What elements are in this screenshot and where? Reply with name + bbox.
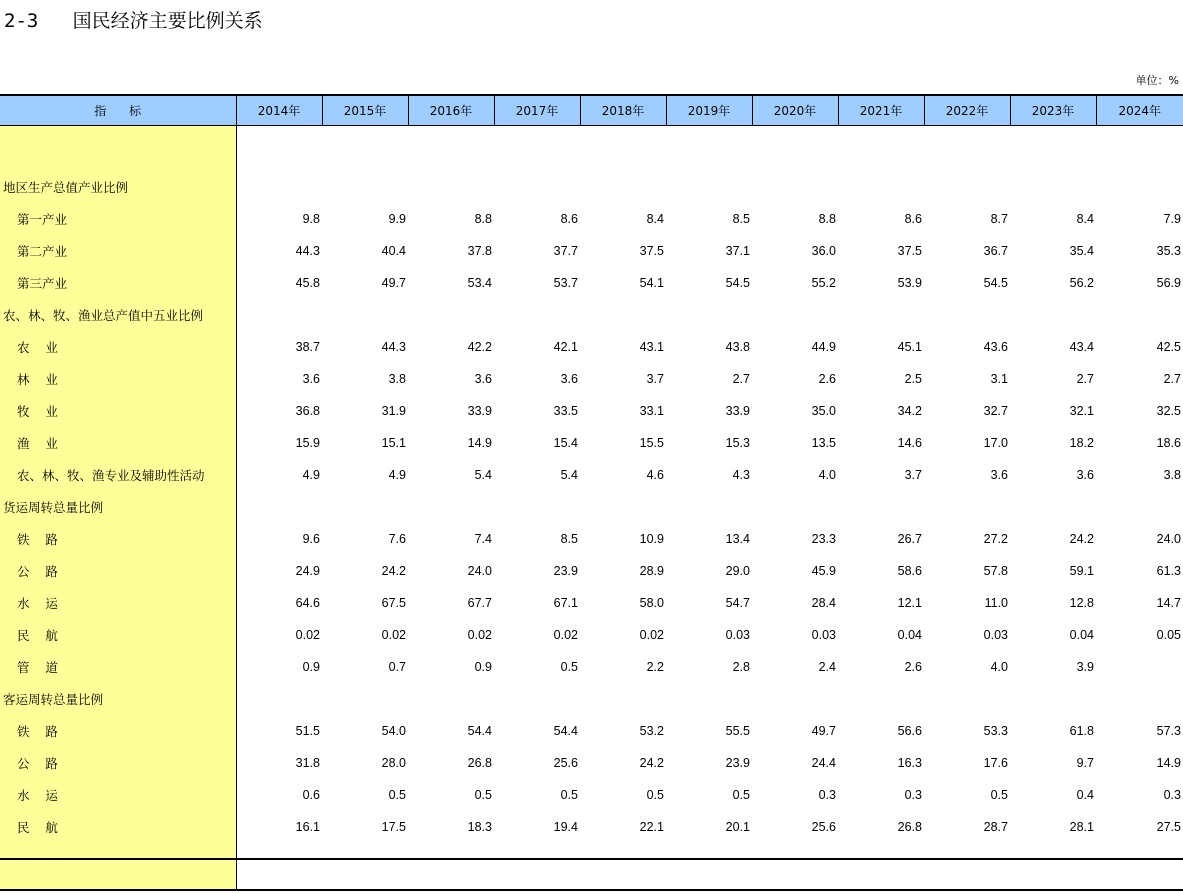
value-cell: 0.3 (904, 788, 922, 802)
value-cell: 4.3 (732, 468, 750, 482)
value-cell: 35.0 (811, 404, 836, 418)
table-row (0, 811, 1183, 843)
value-cell: 9.8 (302, 212, 320, 226)
value-cell: 24.9 (295, 564, 320, 578)
value-cell: 42.5 (1156, 340, 1181, 354)
value-cell: 45.8 (295, 276, 320, 290)
value-cell: 5.4 (560, 468, 578, 482)
value-cell: 28.4 (811, 596, 836, 610)
value-cell: 2.6 (818, 372, 836, 386)
value-cell: 0.05 (1156, 628, 1181, 642)
value-cell: 4.9 (302, 468, 320, 482)
value-cell: 0.5 (646, 788, 664, 802)
value-cell: 20.1 (725, 820, 750, 834)
table-row (0, 555, 1183, 587)
value-cell: 57.8 (983, 564, 1008, 578)
value-cell: 3.6 (302, 372, 320, 386)
year-header: 2017年 (494, 95, 580, 126)
value-cell: 34.2 (897, 404, 922, 418)
value-cell: 56.9 (1156, 276, 1181, 290)
value-cell: 40.4 (381, 244, 406, 258)
table-row (0, 267, 1183, 299)
value-cell: 31.8 (295, 756, 320, 770)
value-cell: 8.6 (904, 212, 922, 226)
value-cell: 12.1 (897, 596, 922, 610)
table-row (0, 683, 1183, 715)
value-cell (1096, 299, 1183, 331)
value-cell: 43.4 (1069, 340, 1094, 354)
value-cell: 42.2 (467, 340, 492, 354)
value-cell (408, 171, 494, 203)
table-row (0, 587, 1183, 619)
value-cell: 13.4 (725, 532, 750, 546)
value-cell: 49.7 (811, 724, 836, 738)
value-cell: 4.0 (818, 468, 836, 482)
value-cell: 4.9 (388, 468, 406, 482)
page-title: 2-3 国民经济主要比例关系 (4, 10, 263, 32)
value-cell: 2.2 (646, 660, 664, 674)
value-cell: 44.3 (295, 244, 320, 258)
value-cell: 0.3 (1163, 788, 1181, 802)
value-cell: 0.04 (1069, 628, 1094, 642)
value-cell: 0.5 (388, 788, 406, 802)
value-cell: 2.7 (732, 372, 750, 386)
value-cell: 14.9 (1156, 756, 1181, 770)
value-cell: 17.5 (381, 820, 406, 834)
value-cell: 5.4 (474, 468, 492, 482)
value-cell: 32.5 (1156, 404, 1181, 418)
section-label: 货运周转总量比例 (0, 491, 236, 523)
value-cell (322, 491, 408, 523)
value-cell (838, 683, 924, 715)
value-cell: 8.8 (818, 212, 836, 226)
value-cell: 55.5 (725, 724, 750, 738)
spacer-row (0, 126, 1183, 172)
value-cell: 51.5 (295, 724, 320, 738)
value-cell: 3.7 (646, 372, 664, 386)
value-cell: 15.5 (639, 436, 664, 450)
value-cell: 18.6 (1156, 436, 1181, 450)
value-cell: 37.1 (725, 244, 750, 258)
value-cell: 4.0 (990, 660, 1008, 674)
spacer-row (0, 843, 1183, 890)
value-cell: 9.6 (302, 532, 320, 546)
value-cell: 2.7 (1163, 372, 1181, 386)
section-label: 农、林、牧、渔业总产值中五业比例 (0, 299, 236, 331)
value-cell: 12.8 (1069, 596, 1094, 610)
value-cell: 43.1 (639, 340, 664, 354)
value-cell: 3.1 (990, 372, 1008, 386)
year-header: 2021年 (838, 95, 924, 126)
value-cell: 32.1 (1069, 404, 1094, 418)
value-cell: 17.6 (983, 756, 1008, 770)
value-cell (494, 683, 580, 715)
value-cell: 0.5 (560, 788, 578, 802)
value-cell: 28.9 (639, 564, 664, 578)
value-cell: 54.7 (725, 596, 750, 610)
row-label: 水 运 (0, 587, 236, 619)
row-label: 第三产业 (0, 267, 236, 299)
value-cell (666, 299, 752, 331)
value-cell (1096, 171, 1183, 203)
table-row (0, 651, 1183, 683)
value-cell: 17.0 (983, 436, 1008, 450)
value-cell (408, 683, 494, 715)
table-row (0, 171, 1183, 203)
value-cell: 43.8 (725, 340, 750, 354)
value-cell: 33.1 (639, 404, 664, 418)
value-cell: 54.5 (725, 276, 750, 290)
value-cell: 26.7 (897, 532, 922, 546)
row-label: 第一产业 (0, 203, 236, 235)
indicator-header: 指 标 (0, 95, 236, 126)
year-header: 2024年 (1096, 95, 1183, 126)
table-row (0, 299, 1183, 331)
value-cell: 54.4 (467, 724, 492, 738)
value-cell: 14.6 (897, 436, 922, 450)
value-cell: 23.9 (725, 756, 750, 770)
value-cell: 9.9 (388, 212, 406, 226)
value-cell: 53.2 (639, 724, 664, 738)
value-cell: 28.7 (983, 820, 1008, 834)
value-cell: 3.7 (904, 468, 922, 482)
value-cell: 8.5 (732, 212, 750, 226)
value-cell (236, 299, 322, 331)
value-cell (752, 171, 838, 203)
value-cell: 3.6 (990, 468, 1008, 482)
value-cell: 15.9 (295, 436, 320, 450)
value-cell: 36.0 (811, 244, 836, 258)
value-cell: 36.7 (983, 244, 1008, 258)
value-cell (1096, 491, 1183, 523)
value-cell (580, 299, 666, 331)
table-row (0, 395, 1183, 427)
value-cell: 0.5 (732, 788, 750, 802)
value-cell: 54.4 (553, 724, 578, 738)
year-header: 2023年 (1010, 95, 1096, 126)
value-cell: 31.9 (381, 404, 406, 418)
value-cell: 0.02 (553, 628, 578, 642)
value-cell: 4.6 (646, 468, 664, 482)
value-cell: 0.04 (897, 628, 922, 642)
value-cell: 2.4 (818, 660, 836, 674)
value-cell: 8.5 (560, 532, 578, 546)
row-label: 公 路 (0, 747, 236, 779)
value-cell: 14.9 (467, 436, 492, 450)
value-cell: 53.3 (983, 724, 1008, 738)
value-cell: 53.7 (553, 276, 578, 290)
value-cell (1010, 683, 1096, 715)
year-header: 2019年 (666, 95, 752, 126)
value-cell (924, 683, 1010, 715)
value-cell: 7.4 (474, 532, 492, 546)
value-cell: 24.2 (639, 756, 664, 770)
value-cell: 3.8 (388, 372, 406, 386)
value-cell: 29.0 (725, 564, 750, 578)
table-row (0, 427, 1183, 459)
value-cell: 0.5 (560, 660, 578, 674)
value-cell: 42.1 (553, 340, 578, 354)
value-cell: 25.6 (811, 820, 836, 834)
value-cell: 2.8 (732, 660, 750, 674)
value-cell (494, 491, 580, 523)
value-cell: 45.9 (811, 564, 836, 578)
value-cell: 15.1 (381, 436, 406, 450)
value-cell: 8.7 (990, 212, 1008, 226)
value-cell (322, 683, 408, 715)
value-cell: 22.1 (639, 820, 664, 834)
value-cell: 27.2 (983, 532, 1008, 546)
value-cell: 53.9 (897, 276, 922, 290)
value-cell (322, 171, 408, 203)
ratio-table (0, 94, 1183, 891)
value-cell: 0.03 (725, 628, 750, 642)
row-label: 水 运 (0, 779, 236, 811)
value-cell: 28.0 (381, 756, 406, 770)
value-cell: 3.9 (1076, 660, 1094, 674)
value-cell: 56.2 (1069, 276, 1094, 290)
value-cell: 0.5 (474, 788, 492, 802)
value-cell: 3.6 (1076, 468, 1094, 482)
value-cell (752, 683, 838, 715)
value-cell: 7.6 (388, 532, 406, 546)
value-cell (408, 491, 494, 523)
value-cell: 26.8 (897, 820, 922, 834)
value-cell: 38.7 (295, 340, 320, 354)
year-header: 2020年 (752, 95, 838, 126)
value-cell: 0.6 (302, 788, 320, 802)
table-row (0, 491, 1183, 523)
value-cell: 0.9 (302, 660, 320, 674)
value-cell (752, 491, 838, 523)
value-cell: 3.6 (474, 372, 492, 386)
value-cell: 43.6 (983, 340, 1008, 354)
value-cell: 2.6 (904, 660, 922, 674)
value-cell: 49.7 (381, 276, 406, 290)
value-cell: 35.3 (1156, 244, 1181, 258)
value-cell: 18.2 (1069, 436, 1094, 450)
value-cell: 0.02 (639, 628, 664, 642)
value-cell: 54.5 (983, 276, 1008, 290)
section-label: 地区生产总值产业比例 (0, 171, 236, 203)
row-label: 第二产业 (0, 235, 236, 267)
table-row (0, 747, 1183, 779)
value-cell (752, 299, 838, 331)
value-cell: 56.6 (897, 724, 922, 738)
value-cell: 61.8 (1069, 724, 1094, 738)
value-cell: 25.6 (553, 756, 578, 770)
value-cell: 0.02 (381, 628, 406, 642)
value-cell: 33.9 (725, 404, 750, 418)
value-cell: 54.1 (639, 276, 664, 290)
value-cell: 0.03 (983, 628, 1008, 642)
value-cell (666, 491, 752, 523)
unit-label: 单位：% (1135, 74, 1179, 87)
value-cell: 44.9 (811, 340, 836, 354)
value-cell (1010, 299, 1096, 331)
value-cell: 7.9 (1163, 212, 1181, 226)
value-cell (236, 171, 322, 203)
row-label: 管 道 (0, 651, 236, 683)
value-cell (1096, 651, 1183, 683)
value-cell: 37.7 (553, 244, 578, 258)
value-cell: 23.3 (811, 532, 836, 546)
value-cell (1010, 491, 1096, 523)
value-cell (838, 299, 924, 331)
value-cell (236, 491, 322, 523)
value-cell: 3.8 (1163, 468, 1181, 482)
value-cell: 9.7 (1076, 756, 1094, 770)
value-cell: 19.4 (553, 820, 578, 834)
row-label: 民 航 (0, 811, 236, 843)
row-label: 林 业 (0, 363, 236, 395)
value-cell: 32.7 (983, 404, 1008, 418)
value-cell: 26.8 (467, 756, 492, 770)
value-cell (580, 491, 666, 523)
row-label: 牧 业 (0, 395, 236, 427)
value-cell (666, 683, 752, 715)
value-cell (924, 171, 1010, 203)
year-header: 2022年 (924, 95, 1010, 126)
table-row (0, 523, 1183, 555)
value-cell: 16.3 (897, 756, 922, 770)
value-cell: 36.8 (295, 404, 320, 418)
value-cell: 54.0 (381, 724, 406, 738)
value-cell: 18.3 (467, 820, 492, 834)
year-header: 2014年 (236, 95, 322, 126)
table-row (0, 363, 1183, 395)
value-cell (580, 171, 666, 203)
table-row (0, 459, 1183, 491)
value-cell: 58.6 (897, 564, 922, 578)
year-header: 2016年 (408, 95, 494, 126)
row-label: 农、林、牧、渔专业及辅助性活动 (0, 459, 236, 491)
value-cell: 8.6 (560, 212, 578, 226)
value-cell: 24.2 (381, 564, 406, 578)
value-cell (494, 299, 580, 331)
value-cell: 33.9 (467, 404, 492, 418)
value-cell: 67.5 (381, 596, 406, 610)
value-cell: 37.8 (467, 244, 492, 258)
value-cell: 24.0 (467, 564, 492, 578)
value-cell: 10.9 (639, 532, 664, 546)
value-cell: 15.4 (553, 436, 578, 450)
row-label: 渔 业 (0, 427, 236, 459)
row-label: 铁 路 (0, 715, 236, 747)
table-row (0, 331, 1183, 363)
value-cell (236, 683, 322, 715)
value-cell: 37.5 (897, 244, 922, 258)
table-bottom-rule (0, 858, 1183, 860)
value-cell: 0.7 (388, 660, 406, 674)
value-cell (494, 171, 580, 203)
value-cell: 57.3 (1156, 724, 1181, 738)
table-row (0, 235, 1183, 267)
value-cell: 27.5 (1156, 820, 1181, 834)
value-cell: 45.1 (897, 340, 922, 354)
value-cell: 16.1 (295, 820, 320, 834)
table-row (0, 619, 1183, 651)
value-cell (666, 171, 752, 203)
value-cell (580, 683, 666, 715)
table-row (0, 779, 1183, 811)
value-cell: 2.7 (1076, 372, 1094, 386)
value-cell (1096, 683, 1183, 715)
value-cell (1010, 171, 1096, 203)
value-cell: 11.0 (984, 596, 1008, 610)
row-label: 农 业 (0, 331, 236, 363)
table-row (0, 203, 1183, 235)
value-cell (838, 491, 924, 523)
value-cell: 55.2 (811, 276, 836, 290)
year-header: 2015年 (322, 95, 408, 126)
value-cell: 35.4 (1069, 244, 1094, 258)
value-cell (322, 299, 408, 331)
value-cell: 0.02 (295, 628, 320, 642)
value-cell: 13.5 (811, 436, 836, 450)
value-cell: 0.02 (467, 628, 492, 642)
value-cell: 8.4 (646, 212, 664, 226)
value-cell (838, 171, 924, 203)
value-cell: 53.4 (467, 276, 492, 290)
value-cell: 61.3 (1156, 564, 1181, 578)
value-cell: 33.5 (553, 404, 578, 418)
value-cell: 0.3 (818, 788, 836, 802)
value-cell: 15.3 (725, 436, 750, 450)
value-cell: 0.4 (1076, 788, 1094, 802)
value-cell: 2.5 (904, 372, 922, 386)
value-cell: 8.4 (1076, 212, 1094, 226)
value-cell: 24.4 (811, 756, 836, 770)
value-cell: 3.6 (560, 372, 578, 386)
value-cell: 14.7 (1156, 596, 1181, 610)
row-label: 铁 路 (0, 523, 236, 555)
value-cell: 67.7 (467, 596, 492, 610)
row-label: 民 航 (0, 619, 236, 651)
value-cell: 59.1 (1069, 564, 1094, 578)
value-cell: 24.0 (1156, 532, 1181, 546)
value-cell: 67.1 (553, 596, 578, 610)
value-cell: 8.8 (474, 212, 492, 226)
value-cell: 23.9 (553, 564, 578, 578)
value-cell: 0.5 (990, 788, 1008, 802)
section-label: 客运周转总量比例 (0, 683, 236, 715)
value-cell: 0.03 (811, 628, 836, 642)
row-label: 公 路 (0, 555, 236, 587)
value-cell (408, 299, 494, 331)
value-cell: 58.0 (639, 596, 664, 610)
value-cell: 64.6 (295, 596, 320, 610)
table-row (0, 715, 1183, 747)
table-header-row (0, 95, 1183, 126)
value-cell (924, 491, 1010, 523)
value-cell: 37.5 (639, 244, 664, 258)
value-cell: 44.3 (381, 340, 406, 354)
value-cell: 28.1 (1069, 820, 1094, 834)
value-cell: 24.2 (1069, 532, 1094, 546)
value-cell (924, 299, 1010, 331)
value-cell: 0.9 (474, 660, 492, 674)
year-header: 2018年 (580, 95, 666, 126)
